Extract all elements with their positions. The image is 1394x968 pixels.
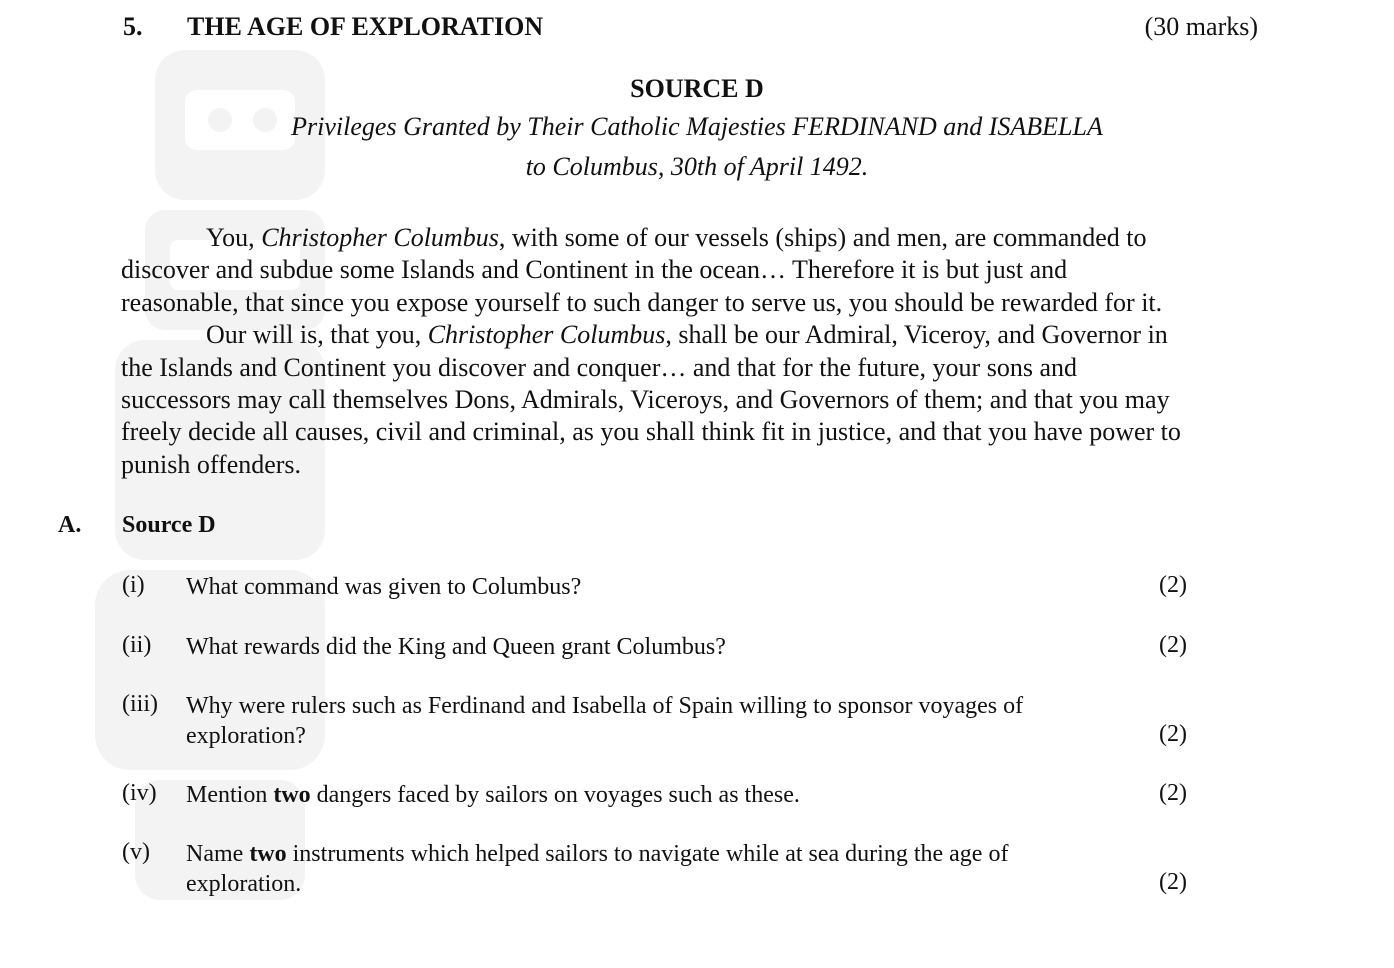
text-run: , shall be our Admiral, Viceroy, and Governor in (665, 320, 1168, 350)
sub-question-text (186, 839, 1008, 899)
text-run: Our will is, that you, (206, 320, 428, 350)
question-total-marks: (30 marks) (1144, 12, 1258, 41)
sub-question-text: What command was given to Columbus? (186, 574, 582, 600)
text-run: Mention (186, 782, 274, 808)
source-text-line (121, 319, 1281, 351)
source-text-line: successors may call themselves Dons, Admirals, Viceroys, and Governors of them; and that you may (121, 385, 1170, 415)
source-text-line: the Islands and Continent you discover and conquer… and that for the future, your sons and (121, 352, 1077, 382)
source-text-line: discover and subdue some Islands and Continent in the ocean… Therefore it is but just and (121, 255, 1068, 285)
sub-question-number: (v) (122, 839, 150, 865)
sub-question-number: (ii) (122, 632, 152, 658)
source-text-line: reasonable, that since you expose yourself to such danger to serve us, you should be rewarded for it. (121, 287, 1163, 317)
source-text-line: punish offenders. (121, 449, 302, 479)
emphasis-text: two (249, 841, 287, 867)
sub-question-text (186, 691, 1023, 751)
source-caption-line-2: to Columbus, 30th of April 1492. (525, 152, 869, 181)
text-run: Name (186, 841, 250, 867)
sub-question-marks: (2) (1159, 721, 1187, 747)
person-name: Christopher Columbus (427, 320, 666, 350)
sub-question-text-line (186, 839, 1008, 869)
person-name: Christopher Columbus (261, 223, 499, 252)
sub-question-marks: (2) (1159, 572, 1187, 598)
source-text (121, 222, 1281, 481)
section-title: Source D (122, 512, 216, 538)
sub-question-text: What rewards did the King and Queen grant Columbus? (186, 634, 726, 660)
text-run: dangers faced by sailors on voyages such as these. (310, 782, 800, 808)
sub-question-text (186, 780, 800, 810)
section-letter: A. (58, 512, 82, 538)
question-number: 5. (123, 12, 143, 41)
sub-question-number: (iii) (122, 691, 158, 717)
sub-question-text-line: Why were rulers such as Ferdinand and Isabella of Spain willing to sponsor voyages of (186, 693, 1024, 719)
source-text-line: freely decide all causes, civil and criminal, as you shall think fit in justice, and that you have power to (121, 417, 1181, 447)
question-title: THE AGE OF EXPLORATION (187, 12, 544, 41)
text-run: instruments which helped sailors to navigate while at sea during the age of (286, 841, 1009, 867)
sub-question-marks: (2) (1159, 632, 1187, 658)
text-run: , with some of our vessels (ships) and men, are commanded to (498, 223, 1147, 252)
sub-question-marks: (2) (1159, 780, 1187, 806)
source-caption (0, 107, 1394, 187)
sub-question-number: (i) (122, 572, 145, 598)
emphasis-text: two (273, 782, 311, 808)
source-heading: SOURCE D (630, 74, 764, 103)
sub-question-marks: (2) (1159, 869, 1187, 895)
source-caption-line-1: Privileges Granted by Their Catholic Majesties FERDINAND and ISABELLA (291, 112, 1103, 141)
sub-question-text-line: exploration? (186, 723, 306, 749)
sub-question-number: (iv) (122, 780, 157, 806)
sub-question-text-line: exploration. (186, 871, 302, 897)
text-run: You, (206, 223, 262, 252)
source-text-line (121, 222, 1281, 254)
